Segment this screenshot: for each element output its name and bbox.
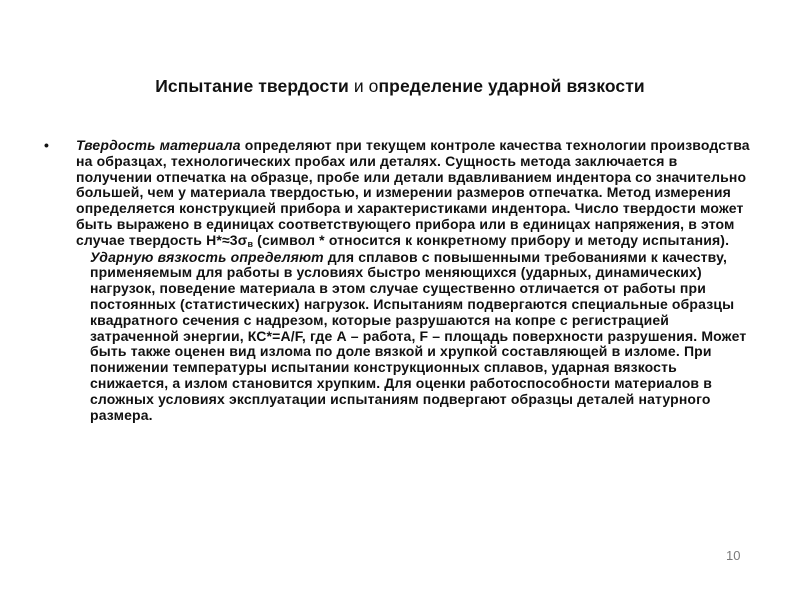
paragraph-impact-toughness bbox=[76, 250, 752, 424]
hardness-term: Твердость материала bbox=[76, 137, 241, 153]
title-part-2: и о bbox=[353, 76, 379, 96]
impact-toughness-text: для сплавов с повышенными требованиями к качеству, применяемым для работы в условиях быстро меняющихся (ударных, динамических) нагрузок, поведение материала в этом случае существенно отличается от работы при постоянных (статистических) нагрузок. Испытаниям подвергаются специальные образцы квадратного сечения с надрезом, которые разрушаются на копре с регистрацией затраченной энергии, КС*=А/F, где А – работа, F – площадь поверхности разрушения. Может быть также оценен вид излома по доле вязкой и хрупкой составляющей в изломе. При понижении температуры испытании конструкционных сплавов, ударная вязкость снижается, а излом становится хрупким. Для оценки работоспособности материалов в сложных условиях эксплуатации испытаниям подвергают образцы деталей натурного размера. bbox=[90, 248, 747, 423]
title-part-1: Испытание твердости bbox=[155, 76, 354, 96]
page-number: 10 bbox=[726, 548, 741, 563]
paragraph-hardness bbox=[44, 137, 752, 249]
slide-title bbox=[0, 76, 800, 97]
slide-body bbox=[44, 137, 752, 423]
hardness-text-a: определяют при текущем контроле качества технологии производства на образцах, технологических пробах или деталях. Сущность метода заключается в получении отпечатка на образце, пробе или детали вдавливанием индентора со значительно большей, чем у материала твердостью, и измерении размеров отпечатка. Метод измерения определяется конструкцией прибора и характеристиками индентора. Число твердости может быть выражено в единицах соответствующего прибора или в единицах напряжения, в этом случае твердость Н*≈3σ bbox=[76, 137, 750, 248]
impact-toughness-term: Ударную вязкость определяют bbox=[90, 248, 324, 265]
bullet-point: • bbox=[44, 137, 50, 153]
title-part-3: пределение ударной вязкости bbox=[378, 76, 645, 96]
hardness-text-b: (символ * относится к конкретному прибору и методу испытания). bbox=[253, 231, 730, 248]
hardness-sigma-subscript: в bbox=[247, 238, 254, 249]
